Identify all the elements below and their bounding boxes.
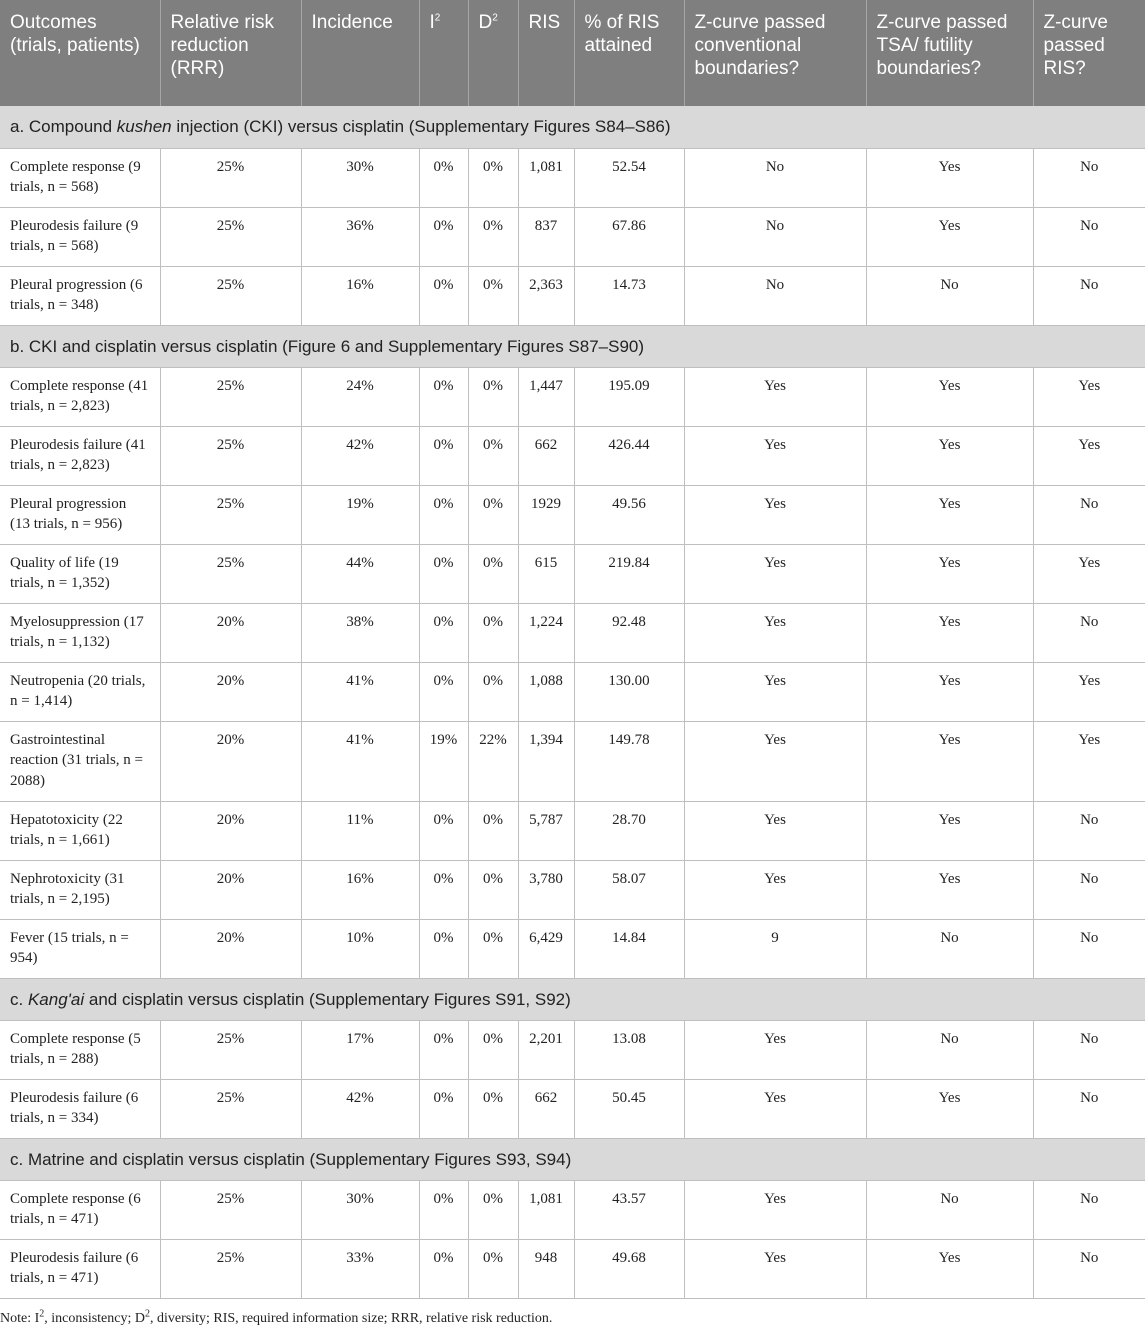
ris-attained-cell: 426.44	[574, 426, 684, 485]
outcome-cell: Hepatotoxicity (22 trials, n = 1,661)	[0, 801, 160, 860]
ris-attained-cell: 149.78	[574, 721, 684, 801]
tsa-futility-cell: No	[866, 1180, 1033, 1239]
i2-cell: 0%	[419, 148, 468, 207]
incidence-cell: 30%	[301, 1180, 419, 1239]
section-title: b. CKI and cisplatin versus cisplatin (Figure 6 and Supplementary Figures S87–S90)	[0, 325, 1145, 367]
conventional-cell: No	[684, 148, 866, 207]
i2-cell: 0%	[419, 1079, 468, 1138]
incidence-cell: 24%	[301, 367, 419, 426]
section-title: a. Compound kushen injection (CKI) versus cisplatin (Supplementary Figures S84–S86)	[0, 106, 1145, 148]
ris-cell: 837	[518, 207, 574, 266]
rrr-cell: 25%	[160, 148, 301, 207]
section-title: c. Kang'ai and cisplatin versus cisplatin (Supplementary Figures S91, S92)	[0, 978, 1145, 1020]
outcome-cell: Quality of life (19 trials, n = 1,352)	[0, 544, 160, 603]
conventional-cell: Yes	[684, 721, 866, 801]
ris-cell: 6,429	[518, 919, 574, 978]
conventional-cell: Yes	[684, 1079, 866, 1138]
i2-cell: 0%	[419, 485, 468, 544]
d2-cell: 0%	[468, 266, 518, 325]
tsa-futility-cell: Yes	[866, 1079, 1033, 1138]
rrr-cell: 25%	[160, 1239, 301, 1298]
incidence-cell: 44%	[301, 544, 419, 603]
ris-cell: 5,787	[518, 801, 574, 860]
rrr-cell: 25%	[160, 1180, 301, 1239]
ris-attained-cell: 195.09	[574, 367, 684, 426]
outcome-cell: Fever (15 trials, n = 954)	[0, 919, 160, 978]
rrr-cell: 20%	[160, 603, 301, 662]
outcome-cell: Complete response (41 trials, n = 2,823)	[0, 367, 160, 426]
rrr-cell: 20%	[160, 860, 301, 919]
table-row	[0, 721, 1145, 801]
rrr-cell: 20%	[160, 919, 301, 978]
table-row	[0, 1020, 1145, 1079]
outcome-cell: Pleurodesis failure (41 trials, n = 2,823)	[0, 426, 160, 485]
conventional-cell: Yes	[684, 603, 866, 662]
i2-cell: 0%	[419, 207, 468, 266]
i2-cell: 0%	[419, 1180, 468, 1239]
i2-cell: 0%	[419, 603, 468, 662]
passed-ris-cell: No	[1033, 801, 1145, 860]
header-ris: RIS	[518, 0, 574, 106]
outcome-cell: Myelosuppression (17 trials, n = 1,132)	[0, 603, 160, 662]
i2-cell: 0%	[419, 426, 468, 485]
d2-cell: 0%	[468, 919, 518, 978]
ris-cell: 1,081	[518, 1180, 574, 1239]
ris-cell: 615	[518, 544, 574, 603]
header-tsa-futility: Z-curve passed TSA/ futility boundaries?	[866, 0, 1033, 106]
ris-attained-cell: 130.00	[574, 662, 684, 721]
table-footnote: Note: $I^2$, inconsistency; $D^2$, diversity; RIS, required information size; RRR, relative risk reduction.	[0, 1308, 553, 1326]
passed-ris-cell: Yes	[1033, 367, 1145, 426]
rrr-cell: 20%	[160, 662, 301, 721]
incidence-cell: 42%	[301, 426, 419, 485]
ris-cell: 2,363	[518, 266, 574, 325]
outcome-cell: Gastrointestinal reaction (31 trials, n = 2088)	[0, 721, 160, 801]
rrr-cell: 25%	[160, 1020, 301, 1079]
table-row	[0, 1079, 1145, 1138]
i2-cell: 0%	[419, 1239, 468, 1298]
rrr-cell: 25%	[160, 207, 301, 266]
outcome-cell: Complete response (5 trials, n = 288)	[0, 1020, 160, 1079]
ris-attained-cell: 14.73	[574, 266, 684, 325]
conventional-cell: 9	[684, 919, 866, 978]
conventional-cell: No	[684, 207, 866, 266]
incidence-cell: 16%	[301, 860, 419, 919]
conventional-cell: Yes	[684, 801, 866, 860]
ris-cell: 662	[518, 1079, 574, 1138]
tsa-futility-cell: Yes	[866, 603, 1033, 662]
outcome-cell: Neutropenia (20 trials, n = 1,414)	[0, 662, 160, 721]
incidence-cell: 41%	[301, 721, 419, 801]
header-i2: $I^2$	[419, 0, 468, 106]
incidence-cell: 42%	[301, 1079, 419, 1138]
ris-cell: 662	[518, 426, 574, 485]
d2-cell: 0%	[468, 207, 518, 266]
i2-cell: 0%	[419, 801, 468, 860]
d2-cell: 0%	[468, 1180, 518, 1239]
outcome-cell: Pleurodesis failure (6 trials, n = 334)	[0, 1079, 160, 1138]
passed-ris-cell: No	[1033, 148, 1145, 207]
i2-cell: 19%	[419, 721, 468, 801]
table-row	[0, 426, 1145, 485]
ris-attained-cell: 49.68	[574, 1239, 684, 1298]
ris-attained-cell: 58.07	[574, 860, 684, 919]
header-incidence: Incidence	[301, 0, 419, 106]
conventional-cell: Yes	[684, 544, 866, 603]
incidence-cell: 33%	[301, 1239, 419, 1298]
section-header-row	[0, 1138, 1145, 1180]
incidence-cell: 11%	[301, 801, 419, 860]
rrr-cell: 20%	[160, 721, 301, 801]
header-conventional: Z-curve passed conventional boundaries?	[684, 0, 866, 106]
d2-cell: 0%	[468, 426, 518, 485]
incidence-cell: 41%	[301, 662, 419, 721]
table-row	[0, 919, 1145, 978]
i2-cell: 0%	[419, 266, 468, 325]
ris-attained-cell: 52.54	[574, 148, 684, 207]
section-title: c. Matrine and cisplatin versus cisplatin (Supplementary Figures S93, S94)	[0, 1138, 1145, 1180]
conventional-cell: Yes	[684, 662, 866, 721]
outcome-cell: Pleurodesis failure (9 trials, n = 568)	[0, 207, 160, 266]
d2-cell: 22%	[468, 721, 518, 801]
table-row	[0, 266, 1145, 325]
rrr-cell: 25%	[160, 426, 301, 485]
d2-cell: 0%	[468, 1020, 518, 1079]
tsa-futility-cell: Yes	[866, 207, 1033, 266]
header-d2: $D^2$	[468, 0, 518, 106]
d2-cell: 0%	[468, 662, 518, 721]
table-row	[0, 485, 1145, 544]
passed-ris-cell: Yes	[1033, 662, 1145, 721]
rrr-cell: 25%	[160, 266, 301, 325]
passed-ris-cell: Yes	[1033, 721, 1145, 801]
passed-ris-cell: No	[1033, 919, 1145, 978]
ris-cell: 1929	[518, 485, 574, 544]
passed-ris-cell: No	[1033, 266, 1145, 325]
ris-cell: 1,394	[518, 721, 574, 801]
ris-cell: 948	[518, 1239, 574, 1298]
table-row	[0, 367, 1145, 426]
passed-ris-cell: Yes	[1033, 426, 1145, 485]
ris-attained-cell: 14.84	[574, 919, 684, 978]
outcome-cell: Pleurodesis failure (6 trials, n = 471)	[0, 1239, 160, 1298]
tsa-futility-cell: Yes	[866, 544, 1033, 603]
incidence-cell: 17%	[301, 1020, 419, 1079]
incidence-cell: 36%	[301, 207, 419, 266]
i2-cell: 0%	[419, 919, 468, 978]
d2-cell: 0%	[468, 860, 518, 919]
tsa-futility-cell: Yes	[866, 1239, 1033, 1298]
passed-ris-cell: Yes	[1033, 544, 1145, 603]
ris-cell: 1,447	[518, 367, 574, 426]
table-row	[0, 544, 1145, 603]
conventional-cell: Yes	[684, 1020, 866, 1079]
ris-cell: 1,081	[518, 148, 574, 207]
d2-cell: 0%	[468, 603, 518, 662]
i2-cell: 0%	[419, 860, 468, 919]
passed-ris-cell: No	[1033, 485, 1145, 544]
section-header-row	[0, 106, 1145, 148]
ris-attained-cell: 49.56	[574, 485, 684, 544]
d2-cell: 0%	[468, 801, 518, 860]
table-row	[0, 860, 1145, 919]
table-row	[0, 1239, 1145, 1298]
incidence-cell: 19%	[301, 485, 419, 544]
header-ris-attained: % of RIS attained	[574, 0, 684, 106]
rrr-cell: 25%	[160, 544, 301, 603]
tsa-futility-cell: Yes	[866, 662, 1033, 721]
ris-attained-cell: 67.86	[574, 207, 684, 266]
rrr-cell: 25%	[160, 1079, 301, 1138]
outcome-cell: Pleural progression (13 trials, n = 956)	[0, 485, 160, 544]
d2-cell: 0%	[468, 544, 518, 603]
header-passed-ris: Z-curve passed RIS?	[1033, 0, 1145, 106]
tsa-futility-cell: Yes	[866, 367, 1033, 426]
ris-cell: 3,780	[518, 860, 574, 919]
table-row	[0, 603, 1145, 662]
outcome-cell: Nephrotoxicity (31 trials, n = 2,195)	[0, 860, 160, 919]
conventional-cell: Yes	[684, 485, 866, 544]
table-row	[0, 662, 1145, 721]
conventional-cell: Yes	[684, 367, 866, 426]
i2-cell: 0%	[419, 662, 468, 721]
passed-ris-cell: No	[1033, 1079, 1145, 1138]
tsa-futility-cell: Yes	[866, 485, 1033, 544]
rrr-cell: 25%	[160, 367, 301, 426]
tsa-futility-cell: Yes	[866, 426, 1033, 485]
i2-cell: 0%	[419, 367, 468, 426]
d2-cell: 0%	[468, 1239, 518, 1298]
tsa-futility-cell: Yes	[866, 801, 1033, 860]
tsa-futility-cell: No	[866, 266, 1033, 325]
ris-attained-cell: 43.57	[574, 1180, 684, 1239]
ris-cell: 2,201	[518, 1020, 574, 1079]
conventional-cell: No	[684, 266, 866, 325]
ris-attained-cell: 50.45	[574, 1079, 684, 1138]
outcome-cell: Complete response (6 trials, n = 471)	[0, 1180, 160, 1239]
section-header-row	[0, 325, 1145, 367]
d2-cell: 0%	[468, 367, 518, 426]
d2-cell: 0%	[468, 148, 518, 207]
ris-attained-cell: 219.84	[574, 544, 684, 603]
incidence-cell: 30%	[301, 148, 419, 207]
ris-cell: 1,088	[518, 662, 574, 721]
passed-ris-cell: No	[1033, 603, 1145, 662]
ris-attained-cell: 13.08	[574, 1020, 684, 1079]
table-row	[0, 801, 1145, 860]
tsa-futility-cell: No	[866, 1020, 1033, 1079]
tsa-futility-cell: Yes	[866, 721, 1033, 801]
outcome-cell: Complete response (9 trials, n = 568)	[0, 148, 160, 207]
tsa-futility-cell: No	[866, 919, 1033, 978]
table-row	[0, 148, 1145, 207]
tsa-futility-cell: Yes	[866, 148, 1033, 207]
i2-cell: 0%	[419, 544, 468, 603]
table-row	[0, 207, 1145, 266]
ris-attained-cell: 28.70	[574, 801, 684, 860]
tsa-futility-cell: Yes	[866, 860, 1033, 919]
ris-cell: 1,224	[518, 603, 574, 662]
i2-cell: 0%	[419, 1020, 468, 1079]
d2-cell: 0%	[468, 1079, 518, 1138]
incidence-cell: 16%	[301, 266, 419, 325]
passed-ris-cell: No	[1033, 860, 1145, 919]
conventional-cell: Yes	[684, 860, 866, 919]
table-body	[0, 106, 1145, 1298]
outcome-cell: Pleural progression (6 trials, n = 348)	[0, 266, 160, 325]
passed-ris-cell: No	[1033, 1239, 1145, 1298]
conventional-cell: Yes	[684, 426, 866, 485]
incidence-cell: 10%	[301, 919, 419, 978]
d2-cell: 0%	[468, 485, 518, 544]
passed-ris-cell: No	[1033, 207, 1145, 266]
header-outcomes: Outcomes (trials, patients)	[0, 0, 160, 106]
passed-ris-cell: No	[1033, 1180, 1145, 1239]
passed-ris-cell: No	[1033, 1020, 1145, 1079]
rrr-cell: 25%	[160, 485, 301, 544]
header-row	[0, 0, 1145, 106]
conventional-cell: Yes	[684, 1180, 866, 1239]
header-rrr: Relative risk reduction (RRR)	[160, 0, 301, 106]
ris-attained-cell: 92.48	[574, 603, 684, 662]
section-header-row	[0, 978, 1145, 1020]
rrr-cell: 20%	[160, 801, 301, 860]
incidence-cell: 38%	[301, 603, 419, 662]
table-row	[0, 1180, 1145, 1239]
conventional-cell: Yes	[684, 1239, 866, 1298]
